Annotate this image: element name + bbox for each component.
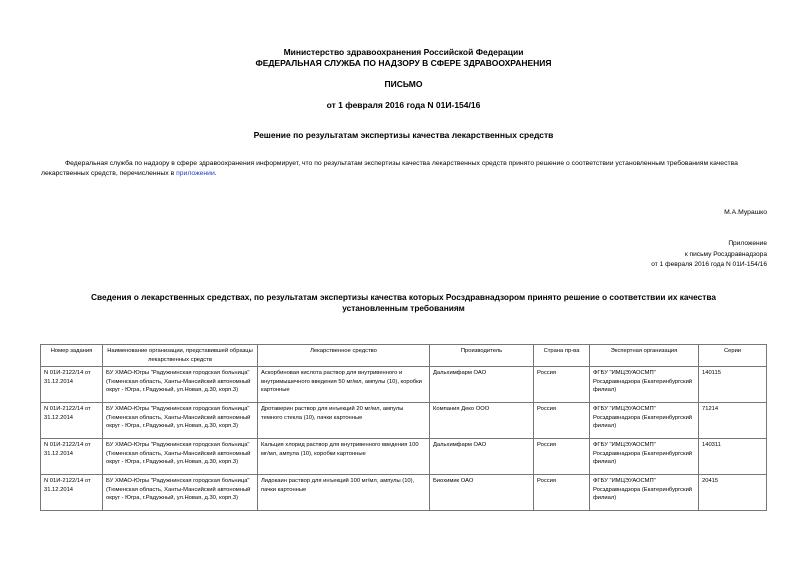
table-cell: ФГБУ "ИМЦЭУАОСМП" Росздравнадзора (Екатеринбургский филиал) [590,403,699,439]
document-subject: Решение по результатам экспертизы качества лекарственных средств [253,130,554,140]
table-cell: ФГБУ "ИМЦЭУАОСМП" Росздравнадзора (Екатеринбургский филиал) [590,475,699,511]
table-cell: Россия [534,403,590,439]
table-cell: Компания Деко ООО [430,403,534,439]
intro-paragraph [41,159,767,179]
table-title: Сведения о лекарственных средствах, по результатам экспертизы качества которых Росздравнадзором принято решение о соответствии их качества установленным требованиям [91,292,716,313]
column-header: Номер задания [41,345,103,367]
table-row [41,475,767,511]
table-cell: N 01И-2122/14 от 31.12.2014 [41,403,103,439]
appendix-line-3: от 1 февраля 2016 года N 01И-154/16 [651,261,767,268]
intro-end: . [214,170,217,177]
table-cell: 71214 [699,403,767,439]
appendix-block [651,239,767,271]
appendix-line-2: к письму Росздравнадзора [684,250,767,258]
table-header-row [41,345,767,367]
table-cell: Дальхимфарм ОАО [430,439,534,475]
table-cell: 20415 [699,475,767,511]
service-name: ФЕДЕРАЛЬНАЯ СЛУЖБА ПО НАДЗОРУ В СФЕРЕ ЗДРАВООХРАНЕНИЯ [255,58,552,68]
column-header: Экспертная организация [590,345,699,367]
table-cell: Россия [534,475,590,511]
table-cell: 140115 [699,367,767,403]
table-cell: Дротаверин раствор для инъекций 20 мг/мл, ампулы темного стекла (10), пачки картонные [258,403,430,439]
table-cell: ФГБУ "ИМЦЭУАОСМП" Росздравнадзора (Екатеринбургский филиал) [590,367,699,403]
document-date: от 1 февраля 2016 года N 01И-154/16 [326,100,481,110]
table-cell: N 01И-2122/14 от 31.12.2014 [41,439,103,475]
table-cell: БУ ХМАО-Югры "Радужнинская городская больница" (Тюменская область, Ханты-Мансийский автономный округ - Югра, г.Радужный, ул.Новая, д.30, корп.3) [103,439,258,475]
table-cell: БУ ХМАО-Югры "Радужнинская городская больница" (Тюменская область, Ханты-Мансийский автономный округ - Югра, г.Радужный, ул.Новая, д.30, корп.3) [103,367,258,403]
ministry-name: Министерство здравоохранения Российской Федерации [283,47,524,57]
table-cell: Россия [534,439,590,475]
table-cell: БУ ХМАО-Югры "Радужнинская городская больница" (Тюменская область, Ханты-Мансийский автономный округ - Югра, г.Радужный, ул.Новая, д.30, корп.3) [103,475,258,511]
table-cell: Аскорбиновая кислота раствор для внутривенного и внутримышечного введения 50 мг/мл, ампулы (10), коробки картонные [258,367,430,403]
column-header: Серии [699,345,767,367]
appendix-link[interactable]: приложении [176,170,215,177]
intro-text: Федеральная служба по надзору в сфере здравоохранения информирует, что по результатам экспертизы качества лекарственных средств принято решение о соответствии установленным требованиям качества лекарственных средств, перечисленных в [41,160,738,177]
table-cell: БУ ХМАО-Югры "Радужнинская городская больница" (Тюменская область, Ханты-Мансийский автономный округ - Югра, г.Радужный, ул.Новая, д.30, корп.3) [103,403,258,439]
table-cell: ФГБУ "ИМЦЭУАОСМП" Росздравнадзора (Екатеринбургский филиал) [590,439,699,475]
signature: М.А.Мурашко [724,209,767,216]
table-row [41,439,767,475]
table-cell: N 01И-2122/14 от 31.12.2014 [41,367,103,403]
table-cell: Дальхимфарм ОАО [430,367,534,403]
table-row [41,403,767,439]
table-cell: 140311 [699,439,767,475]
document-type: ПИСЬМО [384,79,423,89]
medicines-table [40,344,767,511]
table-cell: Лидокаин раствор для инъекций 100 мг/мл, ампулы (10), пачки картонные [258,475,430,511]
table-cell: Кальция хлорид раствор для внутривенного введения 100 мг/мл, ампула (10), коробки картонные [258,439,430,475]
table-cell: Биохимик ОАО [430,475,534,511]
column-header: Страна пр-ва [534,345,590,367]
table-row [41,367,767,403]
column-header: Производитель [430,345,534,367]
appendix-line-1: Приложение [728,240,767,247]
column-header: Наименование организации, представившей образцы лекарственных средств [103,345,258,367]
column-header: Лекарственное средство [258,345,430,367]
table-cell: N 01И-2122/14 от 31.12.2014 [41,475,103,511]
table-cell: Россия [534,367,590,403]
